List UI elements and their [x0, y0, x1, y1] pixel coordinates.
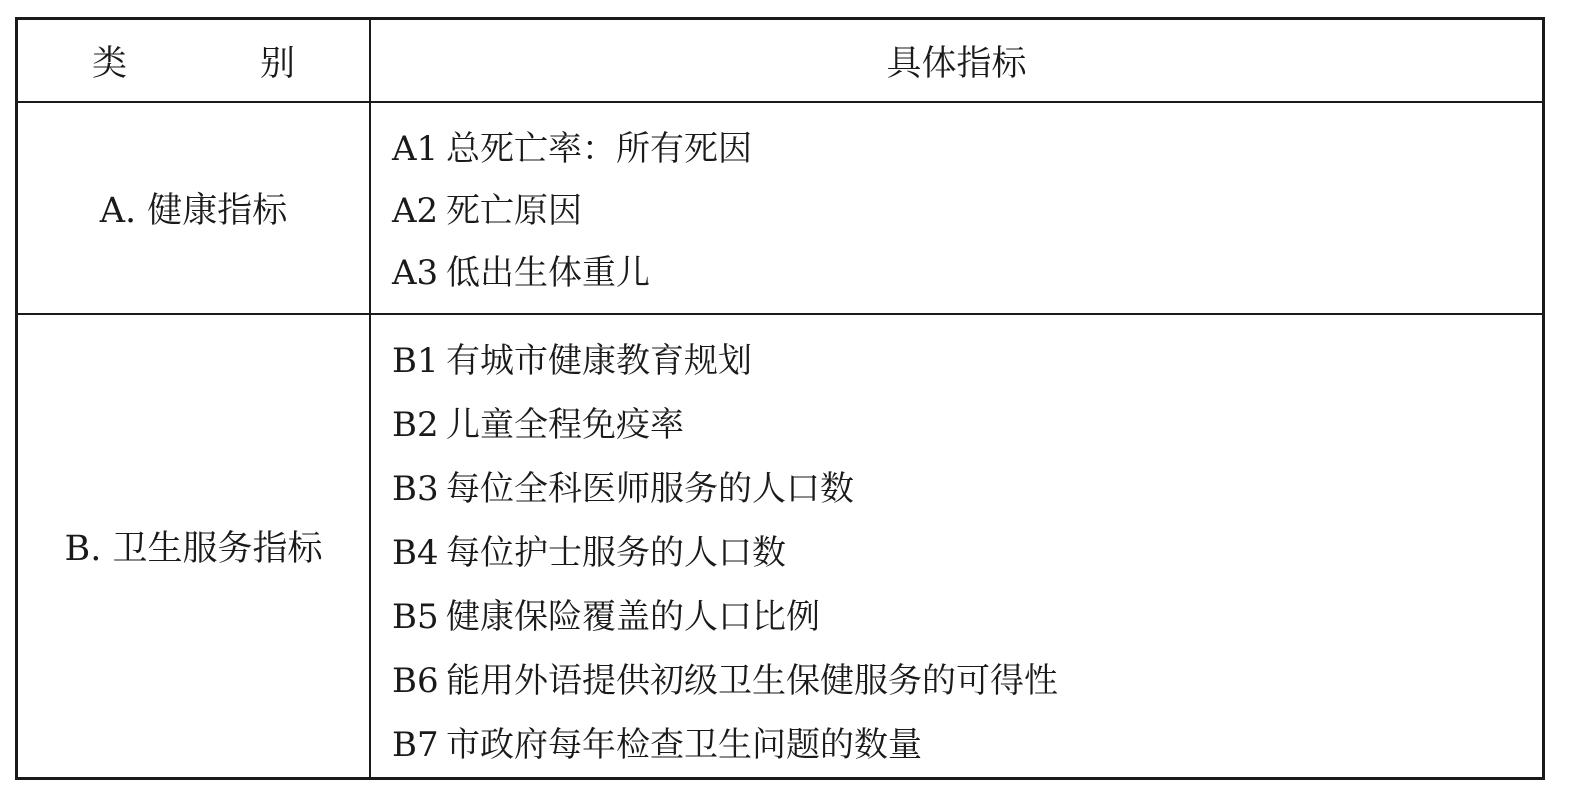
header-indicators: 具体指标: [886, 43, 1027, 84]
indicator-code: B6: [392, 661, 439, 701]
list-item: [392, 661, 1058, 701]
indicator-text: 总死亡率：所有死因: [446, 129, 752, 169]
indicator-code: A1: [392, 129, 439, 169]
indicator-text: 每位护士服务的人口数: [446, 533, 786, 573]
list-item: [392, 129, 752, 169]
indicator-code: B2: [392, 405, 439, 445]
indicator-code: B5: [392, 597, 439, 637]
header-category-label: 类 别: [91, 43, 344, 84]
indicator-code: B7: [392, 725, 439, 765]
list-item: [392, 341, 752, 381]
indicator-code: B3: [392, 469, 439, 509]
category-cell: A. 健康指标: [99, 191, 288, 231]
list-item: [392, 191, 582, 231]
indicator-text: 有城市健康教育规划: [446, 341, 752, 381]
indicator-code: B1: [392, 341, 439, 381]
indicator-code: B4: [392, 533, 439, 573]
list-item: [392, 469, 854, 509]
indicator-text: 能用外语提供初级卫生保健服务的可得性: [446, 661, 1058, 701]
indicator-text: 儿童全程免疫率: [446, 405, 684, 445]
indicator-table: [15, 17, 1545, 780]
list-item: [392, 533, 786, 573]
indicator-cell: [371, 315, 1542, 777]
header-category: [18, 20, 369, 101]
indicator-code: A3: [392, 253, 439, 293]
list-item: [392, 725, 922, 765]
indicator-code: A2: [392, 191, 439, 231]
indicator-text: 每位全科医师服务的人口数: [446, 469, 854, 509]
indicator-cell: [371, 103, 1542, 313]
table-header-row: [18, 20, 1542, 103]
indicator-text: 低出生体重儿: [446, 253, 650, 293]
list-item: [392, 405, 684, 445]
table-row: [18, 103, 1542, 315]
category-cell: B. 卫生服务指标: [64, 529, 323, 569]
list-item: [392, 253, 650, 293]
list-item: [392, 597, 820, 637]
indicator-text: 健康保险覆盖的人口比例: [446, 597, 820, 637]
indicator-text: 市政府每年检查卫生问题的数量: [446, 725, 922, 765]
indicator-text: 死亡原因: [446, 191, 582, 231]
table-row: [18, 315, 1542, 777]
